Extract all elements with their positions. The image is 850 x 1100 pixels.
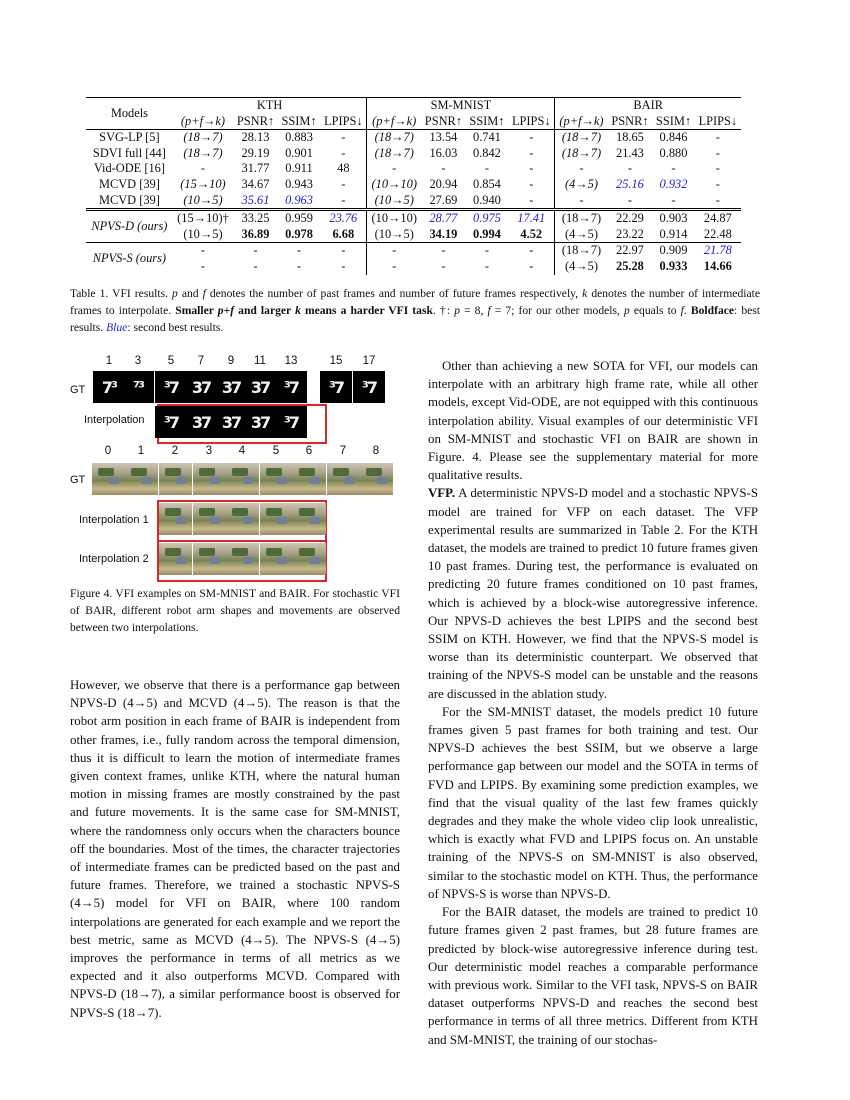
mnist-gt-frame: 37: [244, 371, 276, 403]
model-name: NPVS-S (ours): [86, 243, 173, 275]
kth-cell: 0.978: [285, 226, 313, 241]
sm-cell: 20.94: [429, 176, 458, 191]
left-paragraph: However, we observe that there is a performance gap between NPVS-D (4→5) and MCVD (4→5). The reason is that the robot arm position in each frame of BAIR is independent from other frames, i.e., fully random across the temporal dimension, thus it is difficult to learn the motion of intermediate frames given context frames, unlike KTH, where the natural human motion in missing frames are mostly constrained by the past and future movements. It is the same case for SM-MNIST, where the randomness only occurs when the characters bounce off the boundaries. Most of the times, the character trajectories of intermediate frames can be predicted based on the past and future frames. Therefore, we trained a stochastic NPVS-S (4→5) model for VFI on BAIR, where 100 random interpolations are generated for each example and we report the best metric, same as MCVD (4→5). The NPVS-S (4→5) improves the performance in terms of all metrics as we expected and it also outperforms MCVD. Compared with NPVS-D (18→7), a similar performance boost is observed for NPVS-S (18→7).: [70, 678, 400, 1020]
sm-cell: 16.03: [429, 145, 458, 160]
kth-cell: 0.911: [285, 161, 313, 176]
sm-cell: 0.842: [473, 145, 501, 160]
kth-cell: -: [320, 130, 367, 146]
sm-cell: -: [421, 243, 466, 259]
right-paragraph-3: For the SM-MNIST dataset, the models predict 10 future frames given 5 past frames for both training and test. Our NPVS-D achieves the best SSIM, but we observe a large performance gap between our model and the SOTA in terms of FVD and LPIPS. By examining some prediction examples, we find that the visual quality of the last few frames quickly degrades and they make the whole video clip look unrealistic, which is exactly what FVD and LPIPS focus on. An unstable training of the NPVS-S on SM-MNIST is also observed, similar to the stochastic model on KTH. Thus, the performance of NPVS-S is worse than NPVS-D.: [428, 704, 758, 901]
results-table: [86, 97, 741, 275]
kth-cell: -: [173, 243, 233, 259]
kth-cell: 28.13: [233, 130, 278, 146]
bair-cell: 0.914: [659, 226, 688, 241]
right-paragraph-1: Other than achieving a new SOTA for VFI, our models can interpolate with an arbitrary high frame rate, while all other models, except Vid-ODE, are not equipped with this continuous interpolation ability. Visual examples of our deterministic VFI on SM-MNIST and stochastic VFI on BAIR are shown in Figure. 4. Please see the supplementary material for more qualitative results.: [428, 359, 758, 483]
sm-cell: -: [441, 161, 446, 176]
model-name: NPVS-D (ours): [86, 210, 173, 243]
bair-interp-frame: [226, 543, 259, 575]
sm-cell: -: [367, 161, 421, 177]
bair-cell: (18→7): [555, 243, 608, 259]
bair-gt-frame: [226, 463, 259, 495]
bair-cell: 23.22: [616, 226, 644, 241]
models-header: Models: [86, 98, 173, 130]
kth-cell: 23.76: [320, 210, 367, 227]
vfp-heading: VFP.: [428, 486, 456, 501]
kth-cell: 33.25: [233, 210, 278, 227]
bair-interp-frame: [226, 503, 259, 535]
sm-cell: (18→7): [367, 130, 421, 146]
subheader: PSNR↑: [236, 113, 275, 128]
frame-number: 1: [137, 445, 145, 457]
table-row: [86, 210, 741, 227]
sm-cell: -: [529, 176, 534, 191]
frame-number: 3: [134, 355, 142, 367]
frame-number: 9: [227, 355, 235, 367]
bair-cell: 0.932: [659, 176, 688, 191]
kth-cell: -: [296, 258, 302, 273]
mnist-gt-frame: 37: [215, 371, 247, 403]
kth-cell: 6.68: [332, 226, 355, 241]
sm-cell: 34.19: [429, 226, 458, 241]
subheader: LPIPS↓: [324, 113, 363, 128]
bair-gt-frame: [293, 463, 326, 495]
bair-cell: 22.97: [608, 243, 653, 259]
frame-number: 13: [284, 355, 298, 367]
mnist-gt-frame: ⁷³: [122, 371, 154, 403]
kth-cell: 0.883: [278, 130, 320, 146]
sm-cell: (10→10): [367, 210, 421, 227]
bair-interp-frame: [193, 503, 226, 535]
bair-cell: -: [555, 161, 608, 177]
kth-cell: 31.77: [241, 161, 270, 176]
table-caption: Table 1. VFI results. p and f denotes the number of past frames and number of future frames respectively, k denotes the number of intermediate frames to interpolate. Smaller p+f and larger k means a harder VFI task. †: p = 8, f = 7; for our other models, p equals to f. Boldface: best results. Blue: second best results.: [70, 287, 761, 334]
bair-cell: -: [715, 161, 720, 176]
table-row: [86, 146, 741, 162]
sm-cell: -: [466, 243, 508, 259]
table-row: [86, 259, 741, 275]
table-row: [86, 193, 741, 210]
mnist-gt-frame: ³7: [275, 371, 307, 403]
bair-gt-frame: [327, 463, 360, 495]
bair-cell: 0.903: [652, 210, 694, 227]
sm-cell: 13.54: [421, 130, 466, 146]
bair-cell: -: [715, 192, 720, 207]
sm-cell: -: [367, 259, 421, 275]
subheader: SSIM↑: [469, 113, 505, 128]
bair-cell: 0.909: [652, 243, 694, 259]
bair-gt-frame: [260, 463, 293, 495]
mnist-interp-frame: ³7: [275, 406, 307, 438]
bair-cell: -: [695, 130, 741, 146]
kth-cell: 0.943: [285, 176, 313, 191]
sm-cell: -: [508, 130, 555, 146]
group-bair: BAIR: [555, 98, 741, 114]
mnist-gt-frame: ³7: [353, 371, 385, 403]
kth-cell: -: [341, 258, 346, 273]
frame-number: 5: [167, 355, 175, 367]
kth-cell: 36.89: [241, 226, 270, 241]
bair-cell: (18→7): [555, 146, 608, 162]
sm-cell: -: [367, 243, 421, 259]
subheader: SSIM↑: [281, 113, 317, 128]
kth-cell: (10→5): [183, 192, 223, 207]
mnist-gt-frame: ³7: [320, 371, 352, 403]
kth-cell: -: [278, 243, 320, 259]
figure-4: [70, 355, 400, 580]
baseline-rows: [86, 130, 741, 210]
model-name: MCVD [39]: [98, 176, 160, 191]
bair-cell: 0.880: [659, 145, 688, 160]
bair-gt-frame: [125, 463, 158, 495]
table-row: [86, 130, 741, 146]
sm-cell: -: [484, 161, 490, 176]
model-name: MCVD [39]: [98, 192, 160, 207]
kth-cell: 29.19: [241, 145, 270, 160]
subheader: LPIPS↓: [698, 113, 738, 128]
bair-interp-frame: [193, 543, 226, 575]
bair-interp-frame: [159, 543, 192, 575]
bair-gt-frame: [92, 463, 125, 495]
frame-number: 4: [238, 445, 246, 457]
mnist-interp-frame: 37: [185, 406, 217, 438]
sm-cell: (10→5): [367, 193, 421, 210]
sm-cell: (10→5): [367, 227, 421, 243]
kth-cell: 35.61: [241, 192, 270, 207]
sm-cell: -: [484, 258, 490, 273]
sm-cell: -: [441, 258, 446, 273]
kth-cell: 34.67: [241, 176, 270, 191]
bair-cell: 22.29: [608, 210, 653, 227]
sm-cell: (10→10): [367, 177, 421, 193]
bair-cell: 24.87: [695, 210, 741, 227]
bair-cell: -: [627, 161, 633, 176]
frame-number: 2: [171, 445, 179, 457]
bair-cell: -: [555, 193, 608, 210]
mnist-interp-frame: 37: [244, 406, 276, 438]
bair-interp-frame: [293, 503, 326, 535]
gt-label-bair: GT: [70, 474, 86, 486]
kth-cell: -: [341, 145, 346, 160]
interpolation-label: Interpolation: [84, 414, 145, 426]
frame-number: 5: [272, 445, 280, 457]
group-kth: KTH: [173, 98, 367, 114]
subheader: SSIM↑: [655, 113, 692, 128]
kth-cell: -: [320, 243, 367, 259]
left-column: [70, 676, 400, 1022]
bair-gt-frame: [193, 463, 226, 495]
kth-cell: -: [253, 258, 258, 273]
bair-cell: -: [627, 192, 633, 207]
bair-cell: 21.78: [695, 243, 741, 259]
bair-cell: (4→5): [555, 259, 608, 275]
frame-number: 8: [372, 445, 380, 457]
bair-cell: (18→7): [555, 130, 608, 146]
bair-cell: 0.846: [652, 130, 694, 146]
kth-cell: -: [200, 258, 206, 273]
table-row: [86, 243, 741, 259]
sm-cell: 0.854: [473, 176, 501, 191]
mnist-interp-frame: 37: [215, 406, 247, 438]
bair-cell: 25.28: [616, 258, 644, 273]
sm-cell: 4.52: [520, 226, 543, 241]
sm-cell: 17.41: [508, 210, 555, 227]
subheader: PSNR↑: [424, 113, 462, 128]
frame-number: 15: [329, 355, 343, 367]
interpolation-2-label: Interpolation 2: [79, 553, 149, 565]
kth-cell: (18→7): [183, 145, 223, 160]
subheader: LPIPS↓: [511, 113, 551, 128]
bair-gt-frame: [360, 463, 393, 495]
npvs-d-rows: [86, 210, 741, 243]
frame-number: 0: [104, 445, 112, 457]
group-smmnist: SM-MNIST: [367, 98, 555, 114]
subheader: (p+f→k): [180, 113, 226, 128]
right-paragraph-2: A deterministic NPVS-D model and a stochastic NPVS-S model are trained for VFP on each dataset. The VFP experimental results are summarized in Table 2. For the KTH dataset, the models are trained to predict 10 future frames given 10 past frames. During test, the performance is evaluated on predicting 20 future frames conditioned on 10 past frames, which is achieved by a block-wise autoregressive inference. Our NPVS-D achieves the best LPIPS and the second best SSIM on KTH. However, we find that the NPVS-S model is worse than its deterministic counterpart. We observed that training of the NPVS-S model can be unstable and the reasons are discussed in the ablation study.: [428, 486, 758, 701]
sm-cell: -: [529, 145, 534, 160]
bair-cell: (4→5): [555, 177, 608, 193]
sm-cell: 0.994: [473, 226, 501, 241]
npvs-s-rows: [86, 243, 741, 275]
bair-cell: (18→7): [555, 210, 608, 227]
kth-cell: 48: [337, 161, 350, 176]
kth-cell: 0.901: [285, 145, 313, 160]
mnist-interp-frame: ³7: [155, 406, 187, 438]
bair-cell: 14.66: [703, 258, 732, 273]
sm-cell: 0.940: [473, 192, 501, 207]
gt-label: GT: [70, 384, 86, 396]
mnist-gt-frame: ³7: [155, 371, 187, 403]
model-name: SDVI full [44]: [92, 145, 166, 160]
kth-cell: -: [341, 176, 346, 191]
frame-number: 7: [197, 355, 205, 367]
kth-cell: 0.963: [285, 192, 313, 207]
bair-cell: 22.48: [703, 226, 732, 241]
kth-cell: (10→5): [183, 226, 223, 241]
kth-cell: 0.959: [278, 210, 320, 227]
subheader: PSNR↑: [611, 113, 649, 128]
frame-number: 1: [105, 355, 113, 367]
bair-interp-frame: [293, 543, 326, 575]
kth-cell: (15→10): [180, 176, 226, 191]
model-name: Vid-ODE [16]: [93, 161, 165, 176]
right-column: [428, 357, 758, 1049]
kth-cell: -: [200, 161, 206, 176]
kth-cell: -: [233, 243, 278, 259]
bair-cell: 21.43: [616, 145, 644, 160]
frame-number: 17: [362, 355, 376, 367]
mnist-gt-frame: 7³: [93, 371, 125, 403]
subheader: (p+f→k): [367, 114, 421, 130]
bair-interp-frame: [159, 503, 192, 535]
figure-caption: Figure 4. VFI examples on SM-MNIST and BAIR. For stochastic VFI of BAIR, different robot arm shapes and movements are observed between two interpolations.: [70, 587, 400, 634]
table-row: [86, 177, 741, 193]
table-row: [86, 161, 741, 177]
sm-cell: -: [529, 258, 534, 273]
interpolation-1-label: Interpolation 1: [79, 514, 149, 526]
bair-cell: -: [715, 176, 720, 191]
kth-cell: (18→7): [173, 130, 233, 146]
kth-cell: (15→10)†: [173, 210, 233, 227]
sm-cell: 0.741: [466, 130, 508, 146]
bair-interp-frame: [260, 543, 293, 575]
sm-cell: -: [508, 243, 555, 259]
kth-cell: -: [341, 192, 346, 207]
sm-cell: 0.975: [466, 210, 508, 227]
sm-cell: 28.77: [421, 210, 466, 227]
model-name: SVG-LP [5]: [86, 130, 173, 146]
bair-gt-frame: [159, 463, 192, 495]
bair-cell: 0.933: [659, 258, 688, 273]
sm-cell: -: [529, 192, 534, 207]
bair-cell: -: [671, 161, 676, 176]
subheader: (p+f→k): [555, 114, 608, 130]
frame-number: 6: [305, 445, 313, 457]
frame-number: 7: [339, 445, 347, 457]
bair-interp-frame: [260, 503, 293, 535]
frame-number: 3: [205, 445, 213, 457]
bair-cell: -: [671, 192, 676, 207]
bair-cell: 25.16: [616, 176, 644, 191]
sm-cell: (18→7): [367, 146, 421, 162]
bair-cell: -: [715, 145, 720, 160]
right-paragraph-4: For the BAIR dataset, the models are trained to predict 10 future frames given 2 past frames, but 28 future frames are predicted by block-wise autoregressive inference during test. Our deterministic model reaches a comparable performance with previous work. Similar to the VFI task, NPVS-S on BAIR dataset outperforms NPVS-D and reaches the second best performance in terms of all three metrics. Different from KTH and SM-MNIST, the training of our stochas-: [428, 905, 758, 1047]
sm-cell: -: [529, 161, 534, 176]
sm-cell: 27.69: [429, 192, 458, 207]
bair-cell: 18.65: [608, 130, 653, 146]
mnist-gt-frame: 37: [185, 371, 217, 403]
frame-number: 11: [254, 355, 266, 367]
table-row: [86, 227, 741, 243]
bair-cell: (4→5): [555, 227, 608, 243]
